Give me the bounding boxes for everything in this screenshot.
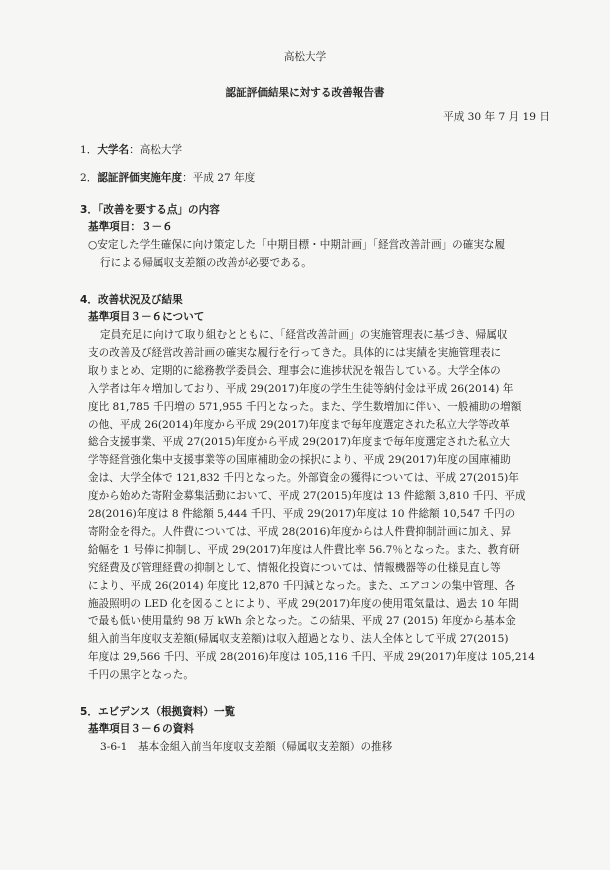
item1-row [80,143,182,157]
item1-number: 1． [80,144,98,156]
item4-line: 給幅を 1 号俸に抑制し、平成 29(2017)年度は人件費比率 56.7％となった。また、教育研 [88,543,520,556]
item4-line: 総合支援事業、平成 27(2015)年度から平成 29(2017)年度まで毎年度選定された私立大 [88,436,510,449]
report-title: 認証評価結果に対する改善報告書 [225,87,385,99]
item3-criterion: 基準項目：３－６ [88,221,173,233]
item4-line: 取りまとめ、定期的に総務教学委員会、理事会に進捗状況を報告している。大学全体の [88,364,501,377]
item4-line: 入学者は年々増加しており、平成 29(2017)年度の学生生徒等納付金は平成 26(2014) 年 [88,382,514,395]
item4-heading: 4．改善状況及び結果 [80,294,183,306]
item4-line: 学等経営強化集中支援事業等の国庫補助金の採択により、平成 29(2017)年度の国庫補助 [88,454,511,467]
item3-line-1: ○安定した学生確保に向け策定した「中期目標・中期計画」「経営改善計画」の確実な履 [88,239,506,251]
item1-label: 大学名 [97,144,130,156]
item2-number: 2． [80,172,98,184]
item3-heading: 3．「改善を要する点」の内容 [80,204,220,216]
item2-row [80,171,255,185]
item4-line: 年度は 29,566 千円、平成 28(2016)年度は 105,116 千円、平成 29(2017)年度は 105,214 [88,651,535,664]
item4-subheading: 基準項目３－６について [88,311,205,323]
item4-line: 究経費及び管理経費の抑制として、情報化投資については、情報機器等の仕様見直し等 [88,561,501,574]
item4-line: 度比 81,785 千円増の 571,955 千円となった。また、学生数増加に伴い、一般補助の増額 [88,400,522,413]
university-name: 高松大学 [283,51,327,63]
item4-line: 支の改善及び経営改善計画の確実な履行を行ってきた。具体的には実績を実施管理表に [88,346,502,359]
item4-line: 千円の黒字となった。 [88,669,194,682]
item5-subheading: 基準項目３－６の資料 [88,723,194,735]
item4-line: により、平成 26(2014) 年度比 12,870 千円減となった。また、エアコンの集中管理、各 [88,579,516,592]
item4-line: 施設照明の LED 化を図ることにより、平成 29(2017)年度の使用電気量は、過去 10 年間 [88,597,519,610]
item4-line: 度から始めた寄附金募集活動において、平成 27(2015)年度は 13 件総額 3,810 千円、平成 [88,490,526,503]
item2-value: ：平成 27 年度 [182,172,256,184]
item1-value: ：高松大学 [129,144,183,156]
item3-line-2: 行による帰属収支差額の改善が必要である。 [100,257,312,269]
report-date: 平成 30 年 7 月 19 日 [443,111,550,123]
item4-line: 金は、大学全体で 121,832 千円となった。外部資金の獲得については、平成 27(2015)年 [88,472,519,485]
item4-line: の他、平成 26(2014)年度から平成 29(2017)年度まで毎年度選定された私立大学等改革 [88,418,510,431]
item4-line: 寄附金を得た。人件費については、平成 28(2016)年度からは人件費抑制計画に加え、昇 [88,525,512,538]
evidence-entry: 3-6-1 基本金組入前当年度収支差額（帰属収支差額）の推移 [100,741,393,753]
item4-line: 定員充足に向けて取り組むとともに、「経営改善計画」の実施管理表に基づき、帰属収 [100,329,508,341]
item2-label: 認証評価実施年度 [97,172,183,184]
item4-line: 組入前当年度収支差額(帰属収支差額)は収入超過となり、法人全体として平成 27(2015) [88,633,509,646]
item4-line: で最も低い使用量約 98 万 kWh 余となった。この結果、平成 27 (2015) 年度から基本金 [88,615,516,628]
item4-line: 28(2016)年度は 8 件総額 5,444 千円、平成 29(2017)年度は 10 件総額 10,547 千円の [88,508,516,520]
item5-heading: 5．エビデンス（根拠資料）一覧 [80,706,236,718]
